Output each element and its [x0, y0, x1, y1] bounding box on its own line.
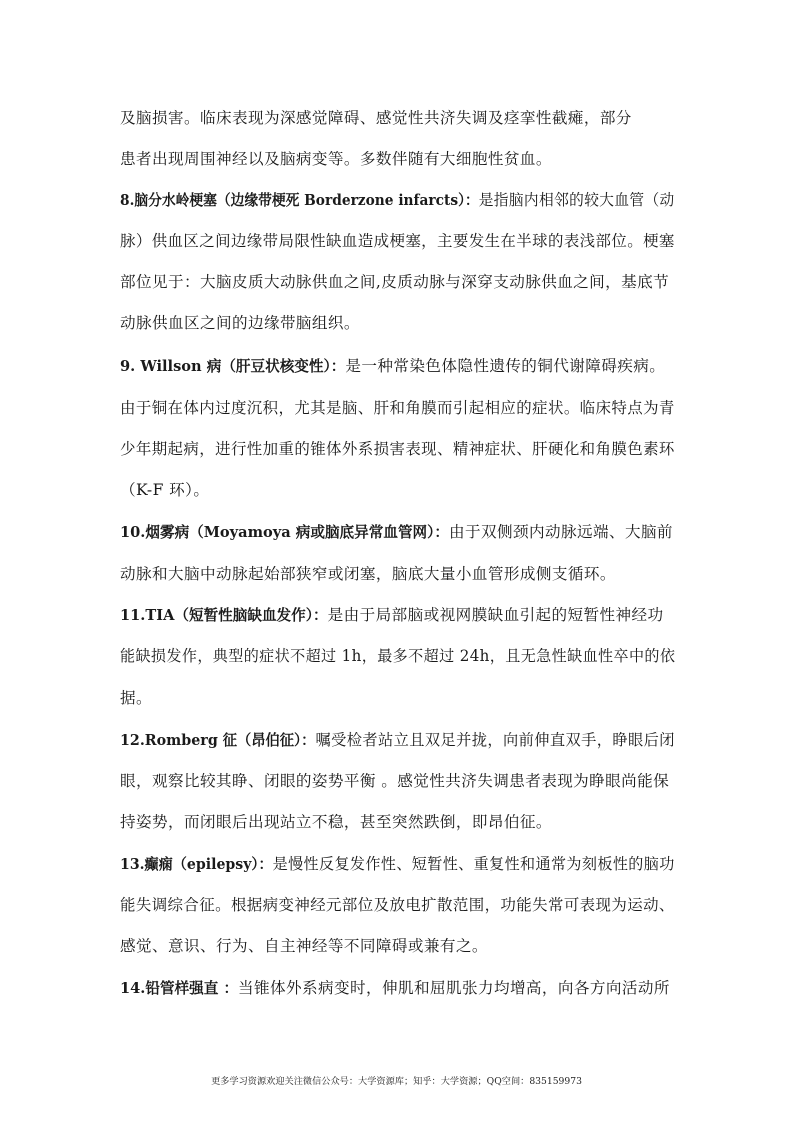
text-line: 及脑损害。临床表现为深感觉障碍、感觉性共济失调及痉挛性截瘫，部分	[120, 109, 632, 127]
term-10-line: 10.烟雾病（Moyamoya 病或脑底异常血管网）：由于双侧颈内动脉远端、大脑前	[120, 523, 673, 541]
term-heading: 13.癫痫（epilepsy）：	[120, 856, 273, 873]
term-heading: 11.TIA（短暂性脑缺血发作）：	[120, 607, 328, 624]
term-heading: 14.铅管样强直 ：	[120, 980, 239, 997]
page-footer: 更多学习资源欢迎关注微信公众号：大学资源库；知乎：大学资源；QQ空间：835159973	[211, 1076, 582, 1087]
term-14-line: 14.铅管样强直 ：当锥体外系病变时，伸肌和屈肌张力均增高，向各方向活动所	[120, 979, 670, 997]
term-13-line: 13.癫痫（epilepsy）：是慢性反复发作性、短暂性、重复性和通常为刻板性的脑功	[120, 855, 675, 873]
term-heading: 12.Romberg 征（昂伯征）：	[120, 732, 316, 749]
term-11-line: 11.TIA（短暂性脑缺血发作）：是由于局部脑或视网膜缺血引起的短暂性神经功	[120, 606, 664, 624]
text-line: 脉）供血区之间边缘带局限性缺血造成梗塞，主要发生在半球的表浅部位。梗塞	[120, 232, 675, 250]
text-line: 能缺损发作，典型的症状不超过 1h，最多不超过 24h，且无急性缺血性卒中的依	[120, 647, 676, 665]
text-line: 据。	[120, 689, 152, 707]
text-line: 少年期起病，进行性加重的锥体外系损害表现、精神症状、肝硬化和角膜色素环	[120, 440, 675, 458]
text-line: 动脉供血区之间的边缘带脑组织。	[120, 314, 360, 332]
term-8-line: 8.脑分水岭梗塞（边缘带梗死 Borderzone infarcts）：是指脑内相邻的较大血管（动	[120, 191, 675, 209]
text-line: 感觉、意识、行为、自主神经等不同障碍或兼有之。	[120, 937, 488, 955]
text-line: 眼，观察比较其睁、闭眼的姿势平衡 。感觉性共济失调患者表现为睁眼尚能保	[120, 772, 670, 790]
term-heading: 8.脑分水岭梗塞（边缘带梗死 Borderzone infarcts）：	[120, 192, 479, 209]
term-heading: 9. Willson 病（肝豆状核变性）：	[120, 358, 346, 375]
text-line: 患者出现周围神经以及脑病变等。多数伴随有大细胞性贫血。	[120, 150, 552, 168]
term-heading: 10.烟雾病（Moyamoya 病或脑底异常血管网）：	[120, 524, 450, 541]
text-line: 由于铜在体内过度沉积，尤其是脑、肝和角膜而引起相应的症状。临床特点为青	[120, 399, 675, 417]
text-line: 能失调综合征。根据病变神经元部位及放电扩散范围，功能失常可表现为运动、	[120, 896, 675, 914]
text-line: 部位见于：大脑皮质大动脉供血之间,皮质动脉与深穿支动脉供血之间，基底节	[120, 273, 670, 291]
text-line: 动脉和大脑中动脉起始部狭窄或闭塞，脑底大量小血管形成侧支循环。	[120, 565, 616, 583]
text-line: （K-F 环）。	[120, 481, 210, 499]
text-line: 持姿势，而闭眼后出现站立不稳，甚至突然跌倒，即昂伯征。	[120, 813, 552, 831]
term-9-line: 9. Willson 病（肝豆状核变性）：是一种常染色体隐性遗传的铜代谢障碍疾病。	[120, 357, 666, 375]
term-12-line: 12.Romberg 征（昂伯征）：嘱受检者站立且双足并拢，向前伸直双手，睁眼后闭	[120, 731, 675, 749]
